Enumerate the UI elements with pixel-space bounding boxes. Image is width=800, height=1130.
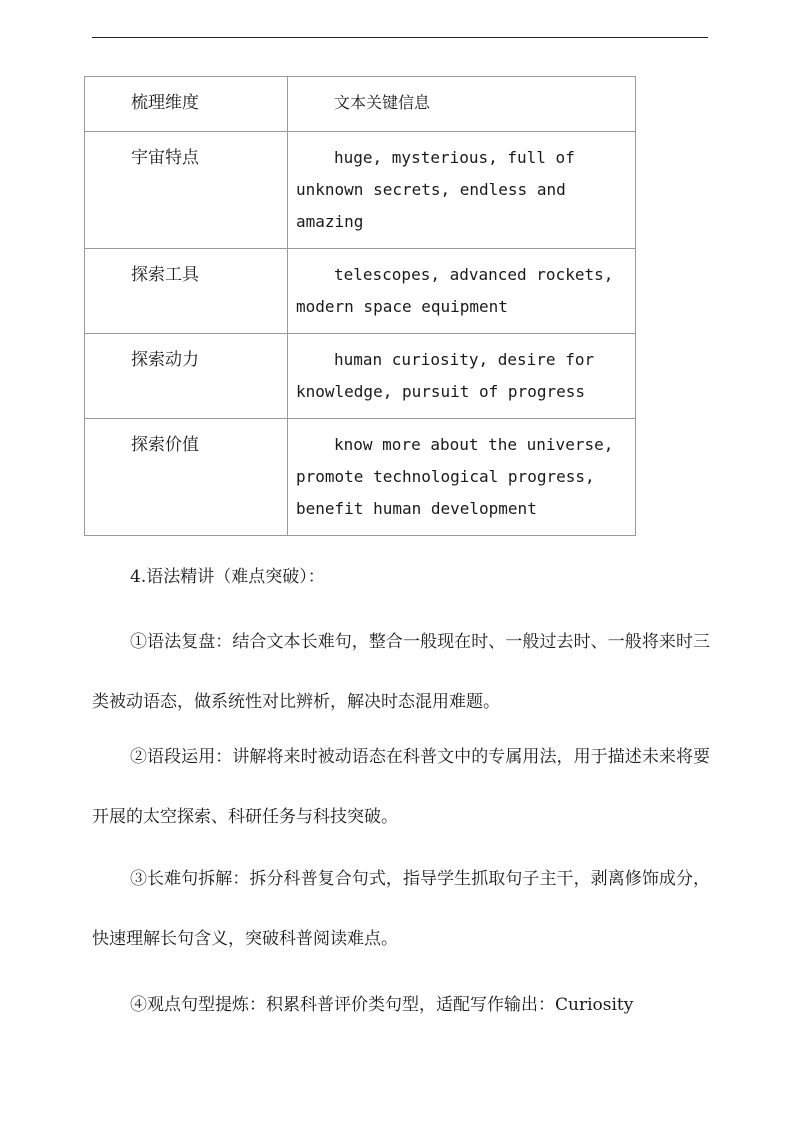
paragraph-sentence-patterns: ④观点句型提炼：积累科普评价类句型，适配写作输出：Curiosity <box>130 995 634 1015</box>
key-info-table <box>84 76 636 536</box>
row-dimension: 探索动力 <box>85 334 288 419</box>
row-key-info: know more about the universe, promote technological progress, benefit human development <box>288 419 636 536</box>
row-key-info: human curiosity, desire for knowledge, pursuit of progress <box>288 334 636 419</box>
header-key-info: 文本关键信息 <box>288 77 636 132</box>
row-dimension: 探索价值 <box>85 419 288 536</box>
paragraph-usage: ②语段运用：讲解将来时被动语态在科普文中的专属用法，用于描述未来将要开展的太空探索、科研任务与科技突破。 <box>92 747 710 827</box>
table-row <box>85 419 636 536</box>
row-key-info: telescopes, advanced rockets, modern space equipment <box>288 249 636 334</box>
table-row <box>85 334 636 419</box>
paragraph-sentence-breakdown: ③长难句拆解：拆分科普复合句式，指导学生抓取句子主干，剥离修饰成分，快速理解长句含义，突破科普阅读难点。 <box>92 869 710 949</box>
table-row <box>85 249 636 334</box>
table-row <box>85 132 636 249</box>
header-dimension: 梳理维度 <box>85 77 288 132</box>
paragraph-grammar-review: ①语法复盘：结合文本长难句，整合一般现在时、一般过去时、一般将来时三类被动语态，做系统性对比辨析，解决时态混用难题。 <box>92 632 710 712</box>
header-rule <box>92 37 708 38</box>
section-heading: 4.语法精讲（难点突破）： <box>130 567 325 587</box>
row-key-info: huge, mysterious, full of unknown secrets, endless and amazing <box>288 132 636 249</box>
table-header-row <box>85 77 636 132</box>
row-dimension: 探索工具 <box>85 249 288 334</box>
row-dimension: 宇宙特点 <box>85 132 288 249</box>
